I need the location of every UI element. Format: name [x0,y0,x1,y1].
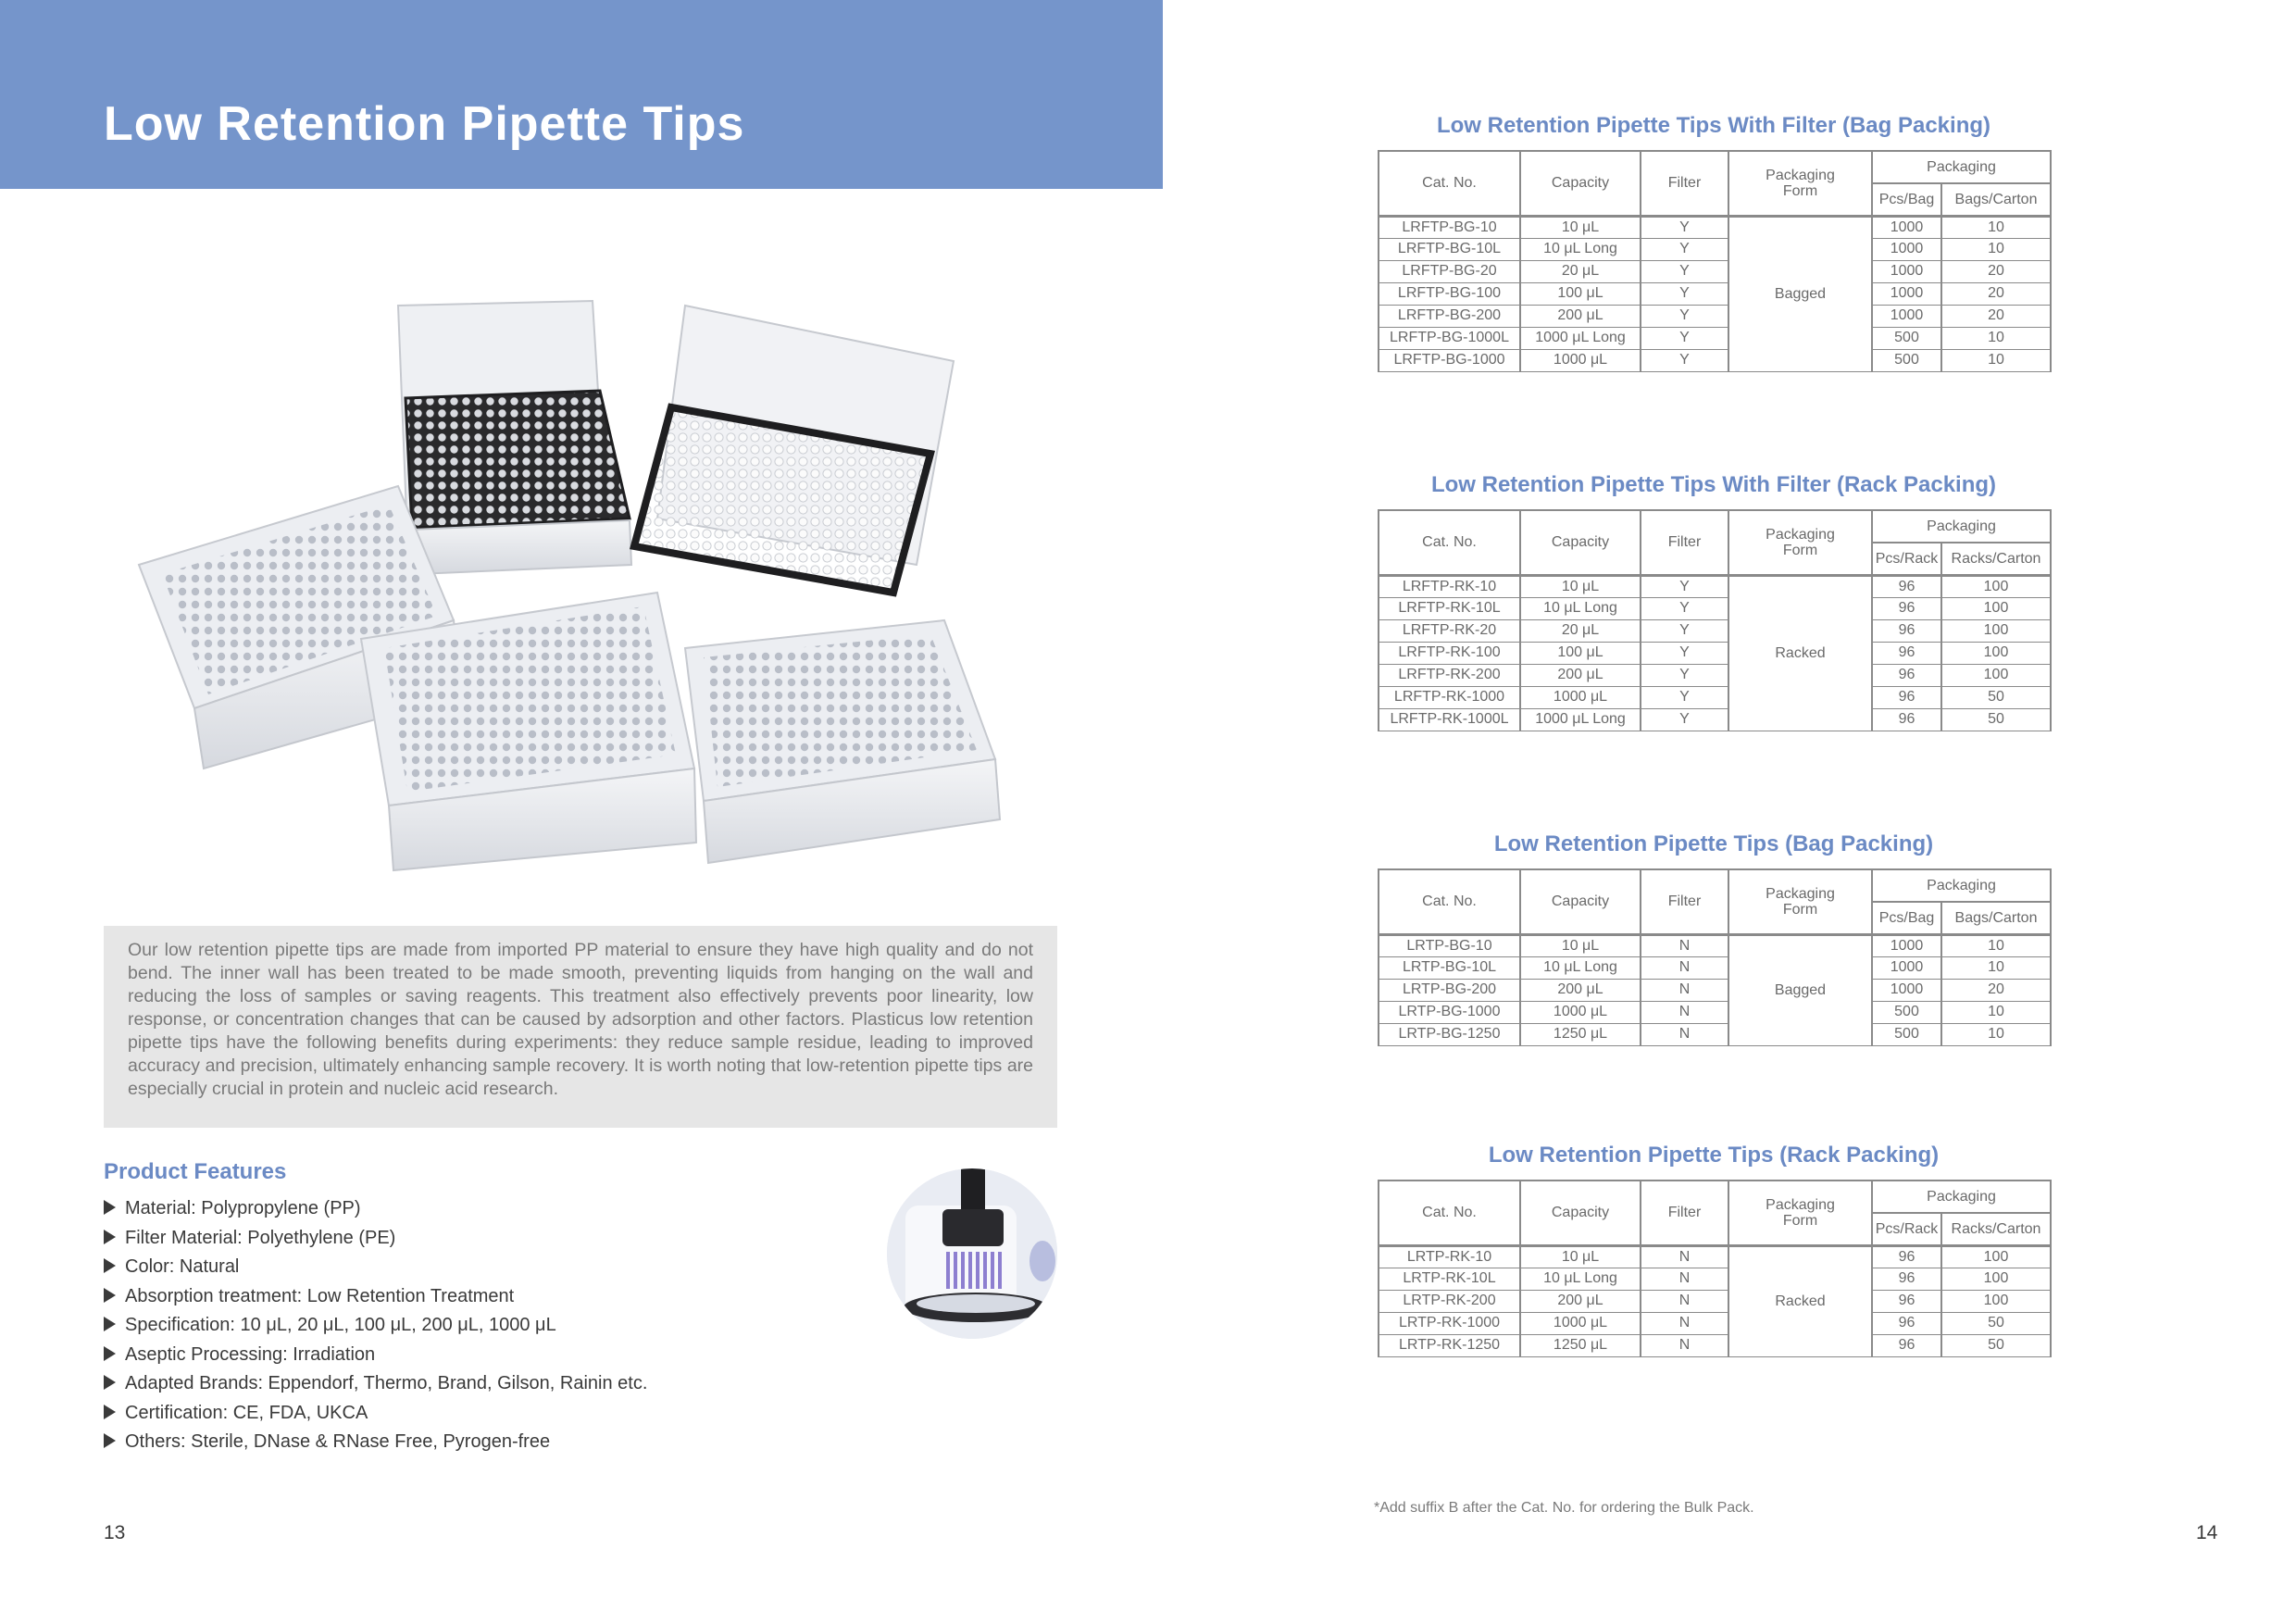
cell-per-carton: 10 [1941,238,2051,260]
cell-per-carton: 50 [1941,708,2051,731]
cell-filter: Y [1641,708,1728,731]
cell-cat-no: LRTP-RK-10L [1379,1268,1520,1290]
cell-filter: Y [1641,216,1728,238]
cell-cat-no: LRTP-BG-200 [1379,979,1520,1001]
table-title: Low Retention Pipette Tips With Filter (Rack Packing) [1430,472,1997,497]
cell-per-carton: 100 [1941,1268,2051,1290]
header-pcs-per-unit: Pcs/Bag [1872,183,1941,216]
cell-capacity: 10 μL Long [1520,597,1641,619]
header-capacity: Capacity [1520,510,1641,575]
description-text: Our low retention pipette tips are made from imported PP material to ensure they have high quality and do not bend. The inner wall has been treated to be made smooth, preventing liquids from hanging on the wall and reducing the loss of samples or saving reagents. This treatment also effectively prevents poor linearity, low response, or concentration changes that can be caused by adsorption and other factors. Plasticus low retention pipette tips have the following benefits during experiments: they reduce sample residue, leading to improved accuracy and precision, ultimately enhancing sample recovery. It is worth noting that low-retention pipette tips are especially crucial in protein and nucleic acid research. [128,940,1033,1099]
cell-cat-no: LRFTP-RK-200 [1379,664,1520,686]
header-units-per-carton: Bags/Carton [1941,902,2051,934]
cell-filter: N [1641,979,1728,1001]
header-cat-no: Cat. No. [1379,151,1520,216]
cell-filter: N [1641,934,1728,956]
tip-box-front-right [685,620,1000,863]
table-row [1379,305,2051,327]
product-photo-tip-boxes [111,287,1028,880]
cell-capacity: 1000 μL [1520,349,1641,371]
cell-packaging-form: Racked [1728,1245,1872,1356]
table-row [1379,260,2051,282]
cell-filter: N [1641,1023,1728,1045]
cell-pcs: 500 [1872,1023,1941,1045]
triangle-bullet-icon [104,1288,116,1303]
cell-per-carton: 100 [1941,619,2051,642]
cell-per-carton: 10 [1941,1001,2051,1023]
cell-pcs: 96 [1872,619,1941,642]
cell-per-carton: 10 [1941,1023,2051,1045]
header-units-per-carton: Racks/Carton [1941,543,2051,575]
header-cat-no: Cat. No. [1379,1181,1520,1245]
cell-cat-no: LRFTP-BG-10L [1379,238,1520,260]
table-row [1379,619,2051,642]
cell-cat-no: LRTP-RK-200 [1379,1290,1520,1312]
cell-capacity: 20 μL [1520,619,1641,642]
cell-capacity: 10 μL [1520,575,1641,597]
cell-filter: Y [1641,642,1728,664]
cell-pcs: 96 [1872,597,1941,619]
cell-capacity: 1000 μL [1520,686,1641,708]
cell-capacity: 200 μL [1520,979,1641,1001]
cell-pcs: 96 [1872,642,1941,664]
cell-per-carton: 100 [1941,575,2051,597]
cell-per-carton: 50 [1941,1334,2051,1356]
tip-box-white-tips [634,306,954,593]
triangle-bullet-icon [104,1258,116,1273]
table-title: Low Retention Pipette Tips (Bag Packing) [1493,831,1934,856]
cell-per-carton: 20 [1941,260,2051,282]
cell-pcs: 1000 [1872,238,1941,260]
cell-per-carton: 100 [1941,1245,2051,1268]
table-row [1379,1001,2051,1023]
cell-pcs: 96 [1872,708,1941,731]
header-units-per-carton: Bags/Carton [1941,183,2051,216]
cell-pcs: 500 [1872,327,1941,349]
cell-filter: Y [1641,327,1728,349]
feature-item: Filter Material: Polyethylene (PE) [104,1224,647,1254]
cell-pcs: 500 [1872,349,1941,371]
cell-packaging-form: Racked [1728,575,1872,731]
feature-item: Color: Natural [104,1253,647,1282]
cell-capacity: 100 μL [1520,642,1641,664]
header-filter: Filter [1641,510,1728,575]
cell-per-carton: 100 [1941,1290,2051,1312]
cell-cat-no: LRFTP-RK-20 [1379,619,1520,642]
cell-filter: Y [1641,575,1728,597]
header-pcs-per-unit: Pcs/Bag [1872,902,1941,934]
cell-cat-no: LRFTP-BG-200 [1379,305,1520,327]
triangle-bullet-icon [104,1230,116,1244]
table-row [1379,282,2051,305]
header-capacity: Capacity [1520,869,1641,934]
cell-per-carton: 50 [1941,686,2051,708]
spec-table [1378,150,2052,372]
table-row [1379,642,2051,664]
table-row [1379,956,2051,979]
cell-capacity: 1000 μL Long [1520,327,1641,349]
table-title: Low Retention Pipette Tips With Filter (Bag Packing) [1436,113,1991,138]
spec-table [1378,1180,2052,1357]
cell-pcs: 96 [1872,1334,1941,1356]
cell-filter: N [1641,1312,1728,1334]
header-filter: Filter [1641,1181,1728,1245]
cell-per-carton: 10 [1941,934,2051,956]
cell-capacity: 10 μL Long [1520,956,1641,979]
table-row [1379,349,2051,371]
spec-table [1378,509,2052,731]
cell-per-carton: 20 [1941,305,2051,327]
cell-cat-no: LRTP-BG-10L [1379,956,1520,979]
cell-filter: N [1641,956,1728,979]
feature-item: Aseptic Processing: Irradiation [104,1341,647,1370]
cell-capacity: 10 μL [1520,1245,1641,1268]
cell-per-carton: 10 [1941,349,2051,371]
table-row [1379,238,2051,260]
feature-item: Certification: CE, FDA, UKCA [104,1399,647,1429]
cell-pcs: 1000 [1872,216,1941,238]
cell-filter: N [1641,1334,1728,1356]
cell-per-carton: 10 [1941,216,2051,238]
page-number-right: 14 [2196,1522,2218,1543]
cell-capacity: 1250 μL [1520,1023,1641,1045]
table-row [1379,1312,2051,1334]
cell-packaging-form: Bagged [1728,216,1872,371]
cell-filter: Y [1641,664,1728,686]
header-band [0,0,1163,189]
cell-pcs: 1000 [1872,260,1941,282]
cell-capacity: 1000 μL [1520,1312,1641,1334]
page-number-left: 13 [104,1522,126,1543]
cell-cat-no: LRFTP-BG-1000L [1379,327,1520,349]
feature-item: Specification: 10 μL, 20 μL, 100 μL, 200 μL, 1000 μL [104,1311,647,1341]
cell-per-carton: 20 [1941,979,2051,1001]
cell-capacity: 10 μL Long [1520,238,1641,260]
cell-cat-no: LRFTP-BG-100 [1379,282,1520,305]
cell-filter: Y [1641,349,1728,371]
header-packaging: Packaging [1872,510,2051,543]
table-row [1379,934,2051,956]
cell-capacity: 200 μL [1520,305,1641,327]
cell-filter: Y [1641,619,1728,642]
cell-filter: Y [1641,305,1728,327]
features-list [104,1194,647,1457]
triangle-bullet-icon [104,1405,116,1419]
cell-pcs: 1000 [1872,282,1941,305]
cell-pcs: 96 [1872,1290,1941,1312]
cell-pcs: 96 [1872,1268,1941,1290]
table-row [1379,1245,2051,1268]
page-title: Low Retention Pipette Tips [104,97,745,151]
triangle-bullet-icon [104,1346,116,1361]
cell-pcs: 1000 [1872,305,1941,327]
header-packaging: Packaging [1872,869,2051,902]
cell-cat-no: LRFTP-BG-20 [1379,260,1520,282]
cell-pcs: 1000 [1872,979,1941,1001]
feature-item: Adapted Brands: Eppendorf, Thermo, Brand, Gilson, Rainin etc. [104,1369,647,1399]
cell-packaging-form: Bagged [1728,934,1872,1045]
cell-pcs: 96 [1872,1245,1941,1268]
cell-capacity: 10 μL Long [1520,1268,1641,1290]
header-capacity: Capacity [1520,1181,1641,1245]
cell-cat-no: LRTP-RK-1000 [1379,1312,1520,1334]
cell-pcs: 96 [1872,686,1941,708]
cell-per-carton: 10 [1941,327,2051,349]
cell-pcs: 500 [1872,1001,1941,1023]
header-pcs-per-unit: Pcs/Rack [1872,1213,1941,1245]
feature-item: Material: Polypropylene (PP) [104,1194,647,1224]
cell-cat-no: LRFTP-RK-100 [1379,642,1520,664]
table-row [1379,979,2051,1001]
cell-cat-no: LRFTP-RK-10L [1379,597,1520,619]
header-packaging: Packaging [1872,151,2051,183]
header-packaging: Packaging [1872,1181,2051,1213]
cell-per-carton: 20 [1941,282,2051,305]
cell-capacity: 1250 μL [1520,1334,1641,1356]
cell-capacity: 20 μL [1520,260,1641,282]
header-packaging-form: Packaging Form [1728,510,1872,575]
header-packaging-form: Packaging Form [1728,151,1872,216]
features-title: Product Features [104,1159,287,1184]
footnote: *Add suffix B after the Cat. No. for ordering the Bulk Pack. [1374,1500,1754,1516]
header-filter: Filter [1641,869,1728,934]
header-pcs-per-unit: Pcs/Rack [1872,543,1941,575]
tip-box-front-middle [361,593,696,870]
header-cat-no: Cat. No. [1379,510,1520,575]
tip-box-dark-rack [398,301,631,574]
description-box [104,926,1057,1128]
cell-pcs: 1000 [1872,934,1941,956]
cell-cat-no: LRFTP-RK-1000 [1379,686,1520,708]
cell-capacity: 100 μL [1520,282,1641,305]
cell-capacity: 200 μL [1520,1290,1641,1312]
header-cat-no: Cat. No. [1379,869,1520,934]
table-row [1379,597,2051,619]
cell-filter: N [1641,1001,1728,1023]
header-filter: Filter [1641,151,1728,216]
cell-cat-no: LRFTP-RK-1000L [1379,708,1520,731]
table-title: Low Retention Pipette Tips (Rack Packing) [1488,1143,1940,1168]
cell-pcs: 1000 [1872,956,1941,979]
cell-pcs: 96 [1872,664,1941,686]
table-row [1379,1334,2051,1356]
triangle-bullet-icon [104,1433,116,1448]
spec-table [1378,868,2052,1046]
cell-capacity: 10 μL [1520,934,1641,956]
cell-filter: Y [1641,238,1728,260]
cell-cat-no: LRFTP-BG-1000 [1379,349,1520,371]
triangle-bullet-icon [104,1317,116,1331]
header-packaging-form: Packaging Form [1728,869,1872,934]
cell-cat-no: LRTP-BG-1250 [1379,1023,1520,1045]
cell-filter: Y [1641,597,1728,619]
triangle-bullet-icon [104,1200,116,1215]
cell-capacity: 1000 μL Long [1520,708,1641,731]
table-row [1379,664,2051,686]
cell-filter: Y [1641,260,1728,282]
table-row [1379,686,2051,708]
cell-capacity: 1000 μL [1520,1001,1641,1023]
cell-pcs: 96 [1872,575,1941,597]
cell-per-carton: 100 [1941,664,2051,686]
table-row [1379,575,2051,597]
cell-capacity: 200 μL [1520,664,1641,686]
cell-cat-no: LRTP-RK-10 [1379,1245,1520,1268]
cell-per-carton: 100 [1941,597,2051,619]
cell-per-carton: 100 [1941,642,2051,664]
header-capacity: Capacity [1520,151,1641,216]
feature-item: Absorption treatment: Low Retention Treatment [104,1282,647,1312]
cell-cat-no: LRTP-BG-10 [1379,934,1520,956]
cell-filter: N [1641,1245,1728,1268]
table-row [1379,216,2051,238]
cell-pcs: 96 [1872,1312,1941,1334]
cell-capacity: 10 μL [1520,216,1641,238]
feature-item: Others: Sterile, DNase & RNase Free, Pyrogen-free [104,1428,647,1457]
cell-filter: N [1641,1290,1728,1312]
table-row [1379,1290,2051,1312]
cell-per-carton: 10 [1941,956,2051,979]
cell-filter: N [1641,1268,1728,1290]
header-units-per-carton: Racks/Carton [1941,1213,2051,1245]
cell-cat-no: LRTP-BG-1000 [1379,1001,1520,1023]
header-packaging-form: Packaging Form [1728,1181,1872,1245]
cell-per-carton: 50 [1941,1312,2051,1334]
table-row [1379,708,2051,731]
cell-cat-no: LRFTP-BG-10 [1379,216,1520,238]
table-row [1379,1268,2051,1290]
cell-filter: Y [1641,282,1728,305]
pipette-lab-photo [887,1168,1057,1339]
table-row [1379,327,2051,349]
cell-cat-no: LRTP-RK-1250 [1379,1334,1520,1356]
cell-filter: Y [1641,686,1728,708]
cell-cat-no: LRFTP-RK-10 [1379,575,1520,597]
triangle-bullet-icon [104,1375,116,1390]
table-row [1379,1023,2051,1045]
